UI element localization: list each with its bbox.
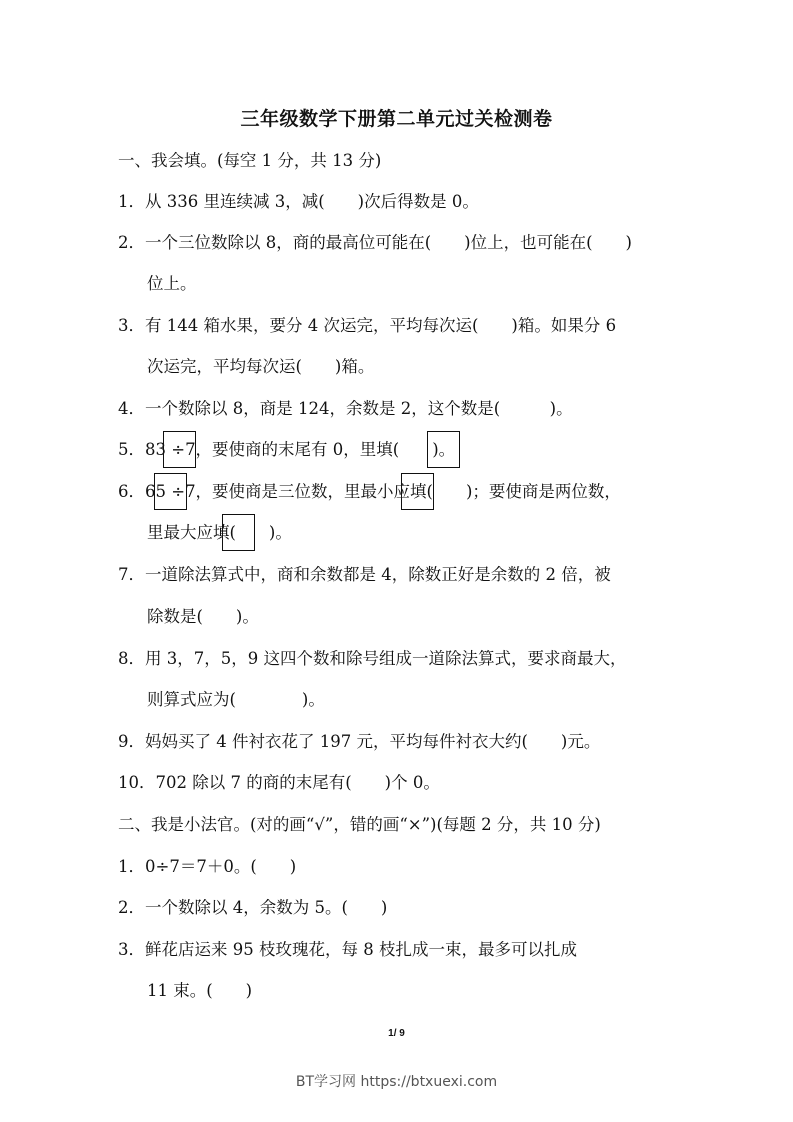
question-1-7-cont: 除数是( )。 [147, 607, 259, 626]
footer-watermark[interactable]: BT学习网 https://btxuexi.com [295, 1074, 498, 1090]
question-1-7: 7．一道除法算式中，商和余数都是 4，除数正好是余数的 2 倍，被 [118, 565, 611, 584]
answer-box-q5 [427, 431, 460, 468]
question-2-1: 1．0÷7＝7＋0。( ) [118, 857, 297, 876]
inline-box-q6-a [401, 473, 434, 510]
inline-box-q6-b [222, 514, 255, 551]
question-1-4: 4．一个数除以 8，商是 124，余数是 2，这个数是( )。 [118, 399, 573, 418]
question-1-2: 2．一个三位数除以 8，商的最高位可能在( )位上，也可能在( ) [118, 233, 632, 252]
question-1-6: 6．65 ÷7，要使商是三位数，里最小应填( )；要使商是两位数， [118, 482, 621, 501]
question-1-8: 8．用 3，7，5，9 这四个数和除号组成一道除法算式，要求商最大， [118, 649, 627, 668]
question-1-1: 1．从 336 里连续减 3，减( )次后得数是 0。 [118, 192, 479, 211]
digit-box-q5 [163, 431, 196, 468]
question-2-2: 2．一个数除以 4，余数为 5。( ) [118, 898, 388, 917]
question-1-3-cont: 次运完，平均每次运( )箱。 [147, 357, 375, 376]
question-2-3: 3．鲜花店运来 95 枝玫瑰花，每 8 枝扎成一束，最多可以扎成 [118, 940, 577, 959]
question-1-6-cont: 里最大应填( )。 [147, 523, 292, 542]
page-number: 1/ 9 [388, 1028, 405, 1039]
page-title: 三年级数学下册第二单元过关检测卷 [240, 108, 553, 130]
digit-box-q6 [154, 473, 187, 510]
question-1-10: 10．702 除以 7 的商的末尾有( )个 0。 [118, 773, 440, 792]
question-1-2-cont: 位上。 [147, 274, 197, 293]
question-1-8-cont: 则算式应为( )。 [147, 690, 325, 709]
question-1-3: 3．有 144 箱水果，要分 4 次运完，平均每次运( )箱。如果分 6 [118, 316, 617, 335]
question-1-5: 5．83 ÷7，要使商的末尾有 0，里填( )。 [118, 440, 456, 459]
section-heading-judge: 二、我是小法官。(对的画“√”，错的画“×”)(每题 2 分，共 10 分) [118, 815, 601, 834]
question-2-3-cont: 11 束。( ) [147, 981, 253, 1000]
section-heading-fill: 一、我会填。(每空 1 分，共 13 分) [118, 151, 382, 170]
question-1-9: 9．妈妈买了 4 件衬衣花了 197 元，平均每件衬衣大约( )元。 [118, 732, 601, 751]
